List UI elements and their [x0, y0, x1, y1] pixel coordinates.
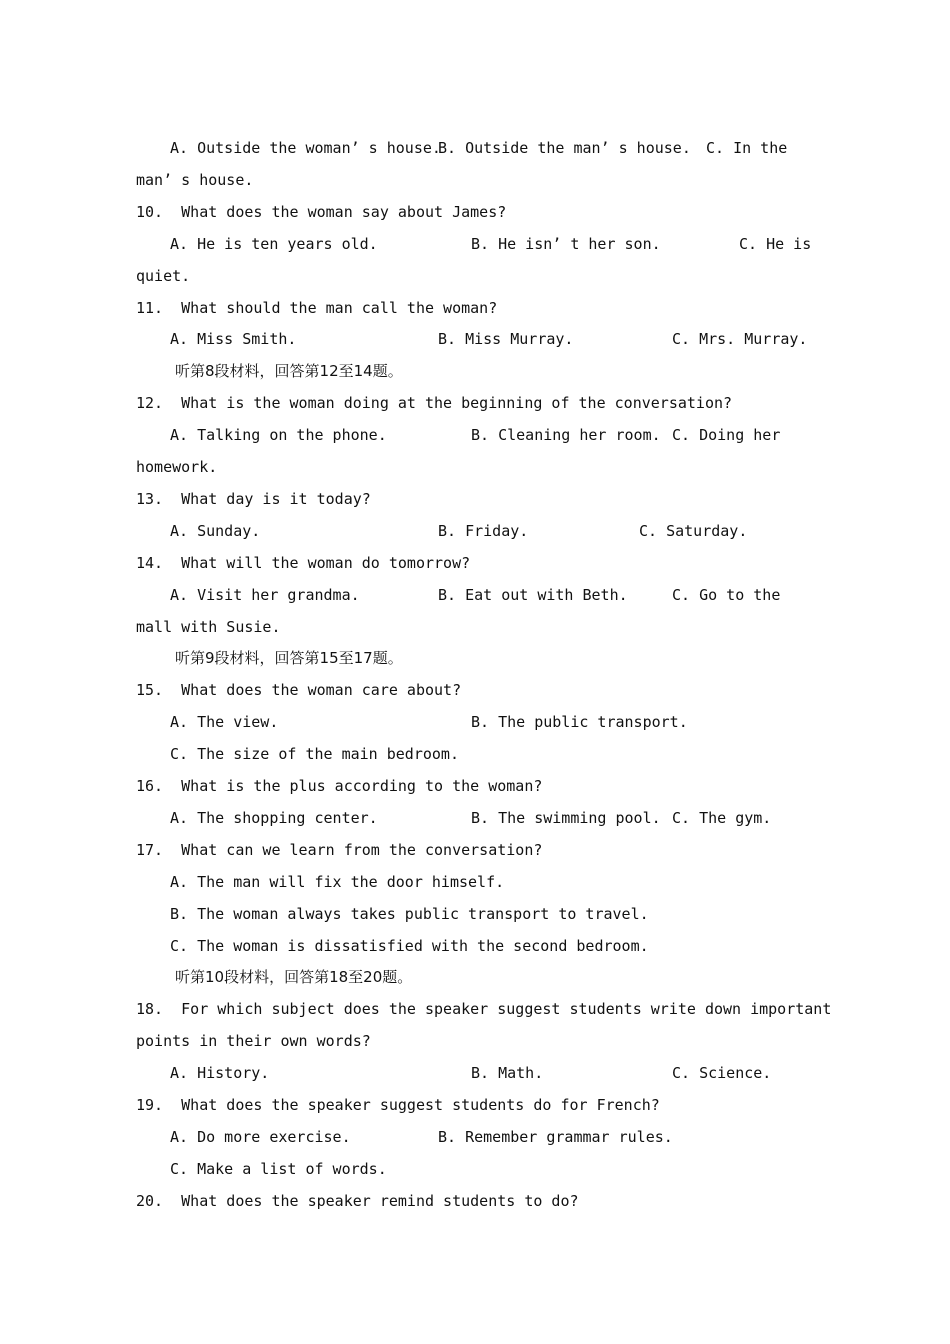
- option-c: [672, 585, 780, 605]
- option-label: A.: [170, 139, 189, 157]
- section-instruction: 听第10段材料，回答第18至20题。: [175, 968, 413, 986]
- option-a: [170, 585, 360, 605]
- option-text: Visit her grandma.: [197, 586, 360, 604]
- option-text: He is: [766, 235, 812, 253]
- option-text: Miss Smith.: [197, 330, 297, 348]
- option-label: B.: [438, 586, 457, 604]
- option-text: The woman is dissatisfied with the second bedroom.: [197, 937, 649, 955]
- option-text: Make a list of words.: [197, 1160, 387, 1178]
- option-text: Go to the: [699, 586, 781, 604]
- option-c: [672, 1063, 771, 1083]
- option-label: C.: [672, 586, 691, 604]
- option-c: [739, 234, 811, 254]
- option-c: [672, 808, 771, 828]
- option-text: Mrs. Murray.: [699, 330, 808, 348]
- option-b: [471, 234, 661, 254]
- option-b: [438, 521, 528, 541]
- option-a: [170, 712, 278, 732]
- option-text: Miss Murray.: [465, 330, 574, 348]
- option-text: The man will fix the door himself.: [197, 873, 505, 891]
- option-text: The public transport.: [498, 713, 688, 731]
- option-a: [170, 329, 296, 349]
- option-b: [471, 712, 688, 732]
- option-label: C.: [639, 522, 658, 540]
- option-label: C.: [706, 139, 725, 157]
- option-text: The gym.: [699, 809, 772, 827]
- option-a: [170, 521, 260, 541]
- option-text: He isn’ t her son.: [498, 235, 661, 253]
- option-a: [170, 234, 378, 254]
- option-b: [438, 329, 573, 349]
- option-text: Math.: [498, 1064, 544, 1082]
- option-c: [639, 521, 747, 541]
- option-label: A.: [170, 809, 189, 827]
- option-c: [170, 936, 649, 956]
- option-label: A.: [170, 522, 189, 540]
- question-line: 13. What day is it today?: [136, 490, 371, 508]
- option-label: A.: [170, 1064, 189, 1082]
- continuation-line: points in their own words?: [136, 1032, 371, 1050]
- option-label: A.: [170, 713, 189, 731]
- section-instruction: 听第8段材料，回答第12至14题。: [175, 362, 403, 380]
- option-c: [706, 138, 787, 158]
- option-label: A.: [170, 426, 189, 444]
- question-line: 20. What does the speaker remind students to do?: [136, 1192, 579, 1210]
- option-text: Outside the man’ s house.: [465, 139, 691, 157]
- option-c: [672, 329, 807, 349]
- option-text: Do more exercise.: [197, 1128, 351, 1146]
- option-a: [170, 138, 441, 158]
- option-label: B.: [438, 522, 457, 540]
- option-text: Saturday.: [666, 522, 748, 540]
- option-label: B.: [471, 1064, 490, 1082]
- option-b: [471, 808, 661, 828]
- question-line: 16. What is the plus according to the woman?: [136, 777, 543, 795]
- option-a: [170, 872, 504, 892]
- option-label: A.: [170, 873, 189, 891]
- option-b: [471, 1063, 543, 1083]
- option-text: Sunday.: [197, 522, 261, 540]
- option-text: Talking on the phone.: [197, 426, 387, 444]
- option-text: The swimming pool.: [498, 809, 661, 827]
- option-label: C.: [672, 330, 691, 348]
- option-label: C.: [170, 745, 189, 763]
- option-label: A.: [170, 330, 189, 348]
- option-a: [170, 808, 378, 828]
- continuation-line: man’ s house.: [136, 171, 254, 189]
- option-text: Outside the woman’ s house.: [197, 139, 441, 157]
- option-text: He is ten years old.: [197, 235, 378, 253]
- question-line: 17. What can we learn from the conversation?: [136, 841, 543, 859]
- option-label: C.: [672, 809, 691, 827]
- continuation-line: quiet.: [136, 267, 191, 285]
- option-b: [170, 904, 649, 924]
- option-text: Eat out with Beth.: [465, 586, 628, 604]
- option-label: B.: [438, 1128, 457, 1146]
- option-text: Remember grammar rules.: [465, 1128, 673, 1146]
- section-instruction: 听第9段材料，回答第15至17题。: [175, 649, 403, 667]
- option-a: [170, 1063, 269, 1083]
- option-label: C.: [672, 1064, 691, 1082]
- question-line: 14. What will the woman do tomorrow?: [136, 554, 471, 572]
- option-label: B.: [471, 235, 490, 253]
- question-line: 18. For which subject does the speaker suggest students write down important: [136, 1000, 832, 1018]
- question-line: 10. What does the woman say about James?: [136, 203, 507, 221]
- option-b: [471, 425, 661, 445]
- option-label: A.: [170, 586, 189, 604]
- option-c: [170, 744, 459, 764]
- option-label: C.: [170, 1160, 189, 1178]
- option-text: The view.: [197, 713, 279, 731]
- option-label: B.: [438, 139, 457, 157]
- question-line: 11. What should the man call the woman?: [136, 299, 498, 317]
- option-label: B.: [170, 905, 189, 923]
- option-text: The woman always takes public transport to travel.: [197, 905, 649, 923]
- option-a: [170, 1127, 351, 1147]
- question-line: 12. What is the woman doing at the beginning of the conversation?: [136, 394, 733, 412]
- option-label: A.: [170, 235, 189, 253]
- option-text: The size of the main bedroom.: [197, 745, 459, 763]
- option-label: C.: [739, 235, 758, 253]
- option-a: [170, 425, 387, 445]
- continuation-line: mall with Susie.: [136, 618, 281, 636]
- continuation-line: homework.: [136, 458, 218, 476]
- option-text: Cleaning her room.: [498, 426, 661, 444]
- option-c: [672, 425, 780, 445]
- option-text: Science.: [699, 1064, 772, 1082]
- option-label: B.: [471, 809, 490, 827]
- question-line: 19. What does the speaker suggest students do for French?: [136, 1096, 660, 1114]
- question-line: 15. What does the woman care about?: [136, 681, 462, 699]
- option-label: B.: [438, 330, 457, 348]
- option-text: History.: [197, 1064, 270, 1082]
- option-label: B.: [471, 426, 490, 444]
- option-label: C.: [170, 937, 189, 955]
- option-b: [438, 585, 628, 605]
- option-text: Doing her: [699, 426, 781, 444]
- option-text: Friday.: [465, 522, 529, 540]
- option-label: B.: [471, 713, 490, 731]
- option-b: [438, 138, 691, 158]
- option-text: The shopping center.: [197, 809, 378, 827]
- option-c: [170, 1159, 387, 1179]
- option-text: In the: [733, 139, 788, 157]
- option-b: [438, 1127, 673, 1147]
- option-label: A.: [170, 1128, 189, 1146]
- option-label: C.: [672, 426, 691, 444]
